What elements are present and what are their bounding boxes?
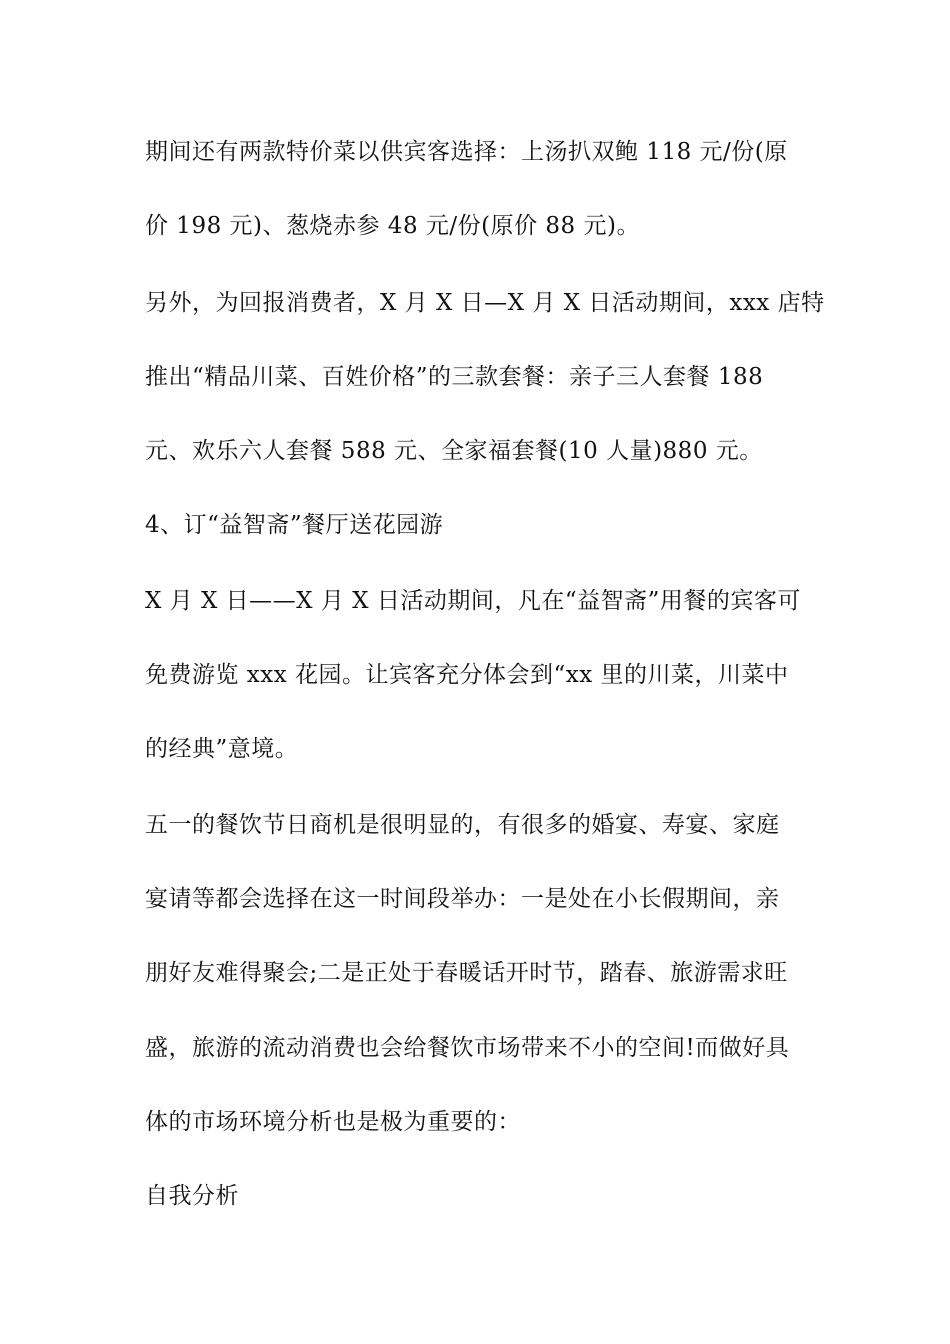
section-heading: 4、订“益智斋”餐厅送花园游 <box>145 512 444 538</box>
section-heading: 自我分析 <box>145 1183 239 1209</box>
paragraph-line: 元、欢乐六人套餐 588 元、全家福套餐(10 人量)880 元。 <box>145 438 763 464</box>
paragraph-line: 的经典”意境。 <box>145 736 299 762</box>
paragraph-line: 推出“精品川菜、百姓价格”的三款套餐：亲子三人套餐 188 <box>145 364 764 390</box>
paragraph-line: 朋好友难得聚会;二是正处于春暖话开时节，踏春、旅游需求旺 <box>145 960 788 986</box>
paragraph-line: 五一的餐饮节日商机是很明显的，有很多的婚宴、寿宴、家庭 <box>145 812 780 838</box>
paragraph-line: 盛，旅游的流动消费也会给餐饮市场带来不小的空间!而做好具 <box>145 1035 790 1061</box>
paragraph-line: 期间还有两款特价菜以供宾客选择：上汤扒双鲍 118 元/份(原 <box>145 139 788 165</box>
paragraph-line: 体的市场环境分析也是极为重要的： <box>145 1109 521 1135</box>
paragraph-line: 另外，为回报消费者，X 月 X 日—X 月 X 日活动期间，xxx 店特 <box>145 290 825 316</box>
paragraph-line: 价 198 元)、葱烧赤参 48 元/份(原价 88 元)。 <box>145 213 640 239</box>
paragraph-line: 免费游览 xxx 花园。让宾客充分体会到“xx 里的川菜，川菜中 <box>145 662 789 688</box>
paragraph-line: X 月 X 日——X 月 X 日活动期间，凡在“益智斋”用餐的宾客可 <box>145 588 801 614</box>
paragraph-line: 宴请等都会选择在这一时间段举办：一是处在小长假期间，亲 <box>145 886 780 912</box>
